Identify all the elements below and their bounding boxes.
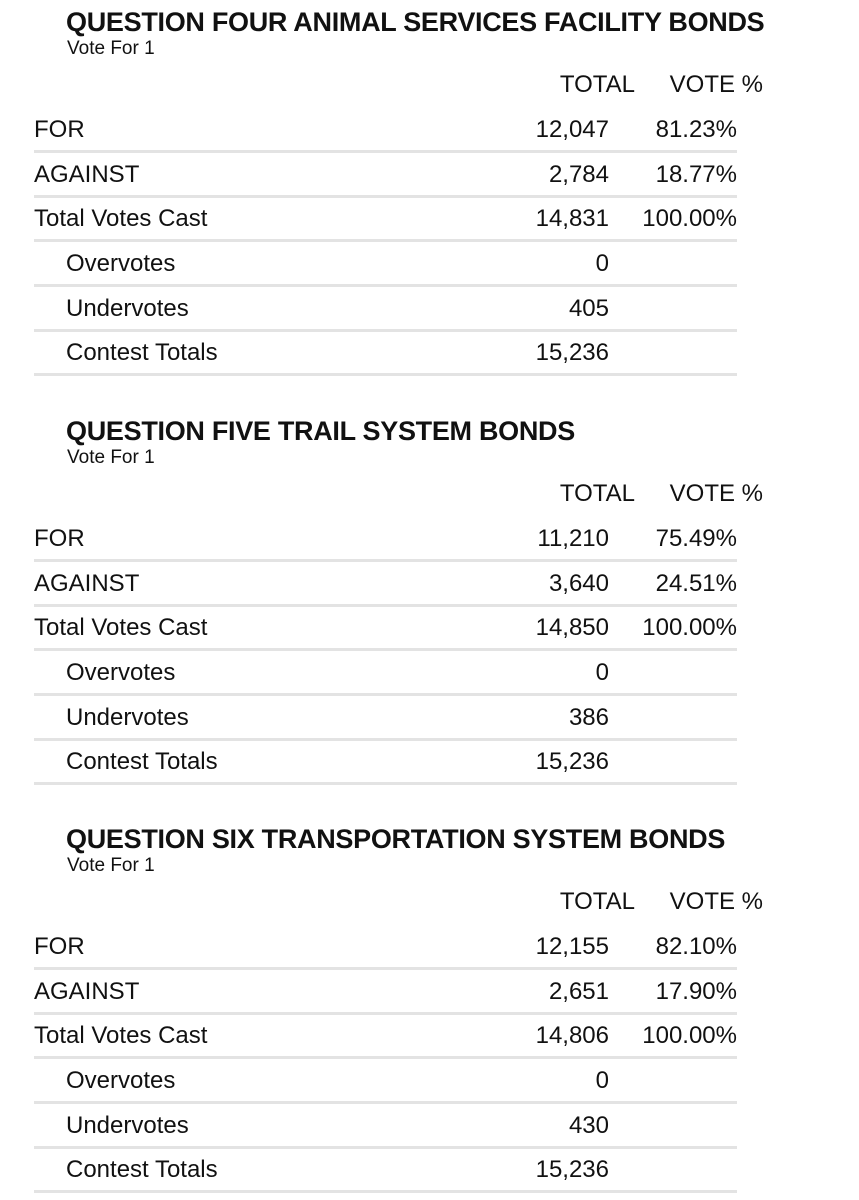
result-row-undervotes xyxy=(34,1104,737,1149)
result-row-for xyxy=(34,517,737,562)
row-label: AGAINST xyxy=(34,161,140,188)
row-total: 3,640 xyxy=(548,570,609,597)
row-percent: 24.51% xyxy=(655,570,737,597)
row-total: 15,236 xyxy=(535,748,609,775)
row-total: 14,850 xyxy=(535,614,609,641)
row-label: FOR xyxy=(34,525,85,552)
result-row-for xyxy=(34,925,737,970)
contest-title: QUESTION FOUR ANIMAL SERVICES FACILITY BONDS xyxy=(66,7,765,37)
row-label: Total Votes Cast xyxy=(34,205,208,232)
row-total: 0 xyxy=(595,250,609,277)
result-row-against xyxy=(34,153,737,198)
row-percent: 100.00% xyxy=(642,1022,737,1049)
row-total: 15,236 xyxy=(535,1156,609,1183)
row-label: Total Votes Cast xyxy=(34,614,208,641)
total-column-header: TOTAL xyxy=(559,888,635,915)
row-total: 0 xyxy=(595,1067,609,1094)
vote-for-label: Vote For 1 xyxy=(67,855,155,876)
result-row-undervotes xyxy=(34,287,737,332)
row-label: Contest Totals xyxy=(66,748,218,775)
result-row-against xyxy=(34,562,737,607)
row-percent: 100.00% xyxy=(642,205,737,232)
row-label: Overvotes xyxy=(66,659,176,686)
total-column-header: TOTAL xyxy=(559,71,635,98)
result-row-contest-totals xyxy=(34,740,737,785)
vote-percent-column-header: VOTE % xyxy=(669,480,763,507)
result-row-against xyxy=(34,970,737,1015)
row-total: 386 xyxy=(568,704,609,731)
contest-title: QUESTION SIX TRANSPORTATION SYSTEM BONDS xyxy=(66,824,726,854)
row-label: Contest Totals xyxy=(66,339,218,366)
row-total: 2,651 xyxy=(548,978,609,1005)
row-label: AGAINST xyxy=(34,570,140,597)
row-total: 14,831 xyxy=(535,205,609,232)
row-total: 405 xyxy=(568,295,609,322)
vote-for-label: Vote For 1 xyxy=(67,38,155,59)
row-label: AGAINST xyxy=(34,978,140,1005)
row-percent: 18.77% xyxy=(655,161,737,188)
row-label: Undervotes xyxy=(66,295,189,322)
result-row-contest-totals xyxy=(34,331,737,376)
vote-for-label: Vote For 1 xyxy=(67,447,155,468)
row-label: FOR xyxy=(34,116,85,143)
row-label: Contest Totals xyxy=(66,1156,218,1183)
row-total: 2,784 xyxy=(548,161,609,188)
row-label: Total Votes Cast xyxy=(34,1022,208,1049)
result-row-undervotes xyxy=(34,696,737,741)
vote-percent-column-header: VOTE % xyxy=(669,888,763,915)
row-percent: 100.00% xyxy=(642,614,737,641)
result-row-overvotes xyxy=(34,242,737,287)
row-label: Overvotes xyxy=(66,1067,176,1094)
row-label: FOR xyxy=(34,933,85,960)
row-total: 12,047 xyxy=(535,116,609,143)
result-row-overvotes xyxy=(34,1059,737,1104)
row-total: 430 xyxy=(568,1112,609,1139)
result-row-total-votes-cast xyxy=(34,606,737,651)
row-total: 15,236 xyxy=(535,339,609,366)
vote-percent-column-header: VOTE % xyxy=(669,71,763,98)
row-total: 14,806 xyxy=(535,1022,609,1049)
row-label: Overvotes xyxy=(66,250,176,277)
contest-title: QUESTION FIVE TRAIL SYSTEM BONDS xyxy=(66,416,575,446)
row-percent: 75.49% xyxy=(655,525,737,552)
row-label: Undervotes xyxy=(66,704,189,731)
row-total: 0 xyxy=(595,659,609,686)
row-percent: 81.23% xyxy=(655,116,737,143)
row-percent: 82.10% xyxy=(655,933,737,960)
total-column-header: TOTAL xyxy=(559,480,635,507)
result-row-total-votes-cast xyxy=(34,197,737,242)
result-row-overvotes xyxy=(34,651,737,696)
result-row-contest-totals xyxy=(34,1148,737,1193)
row-total: 12,155 xyxy=(535,933,609,960)
row-label: Undervotes xyxy=(66,1112,189,1139)
result-row-total-votes-cast xyxy=(34,1014,737,1059)
row-percent: 17.90% xyxy=(655,978,737,1005)
result-row-for xyxy=(34,108,737,153)
row-total: 11,210 xyxy=(537,525,609,552)
